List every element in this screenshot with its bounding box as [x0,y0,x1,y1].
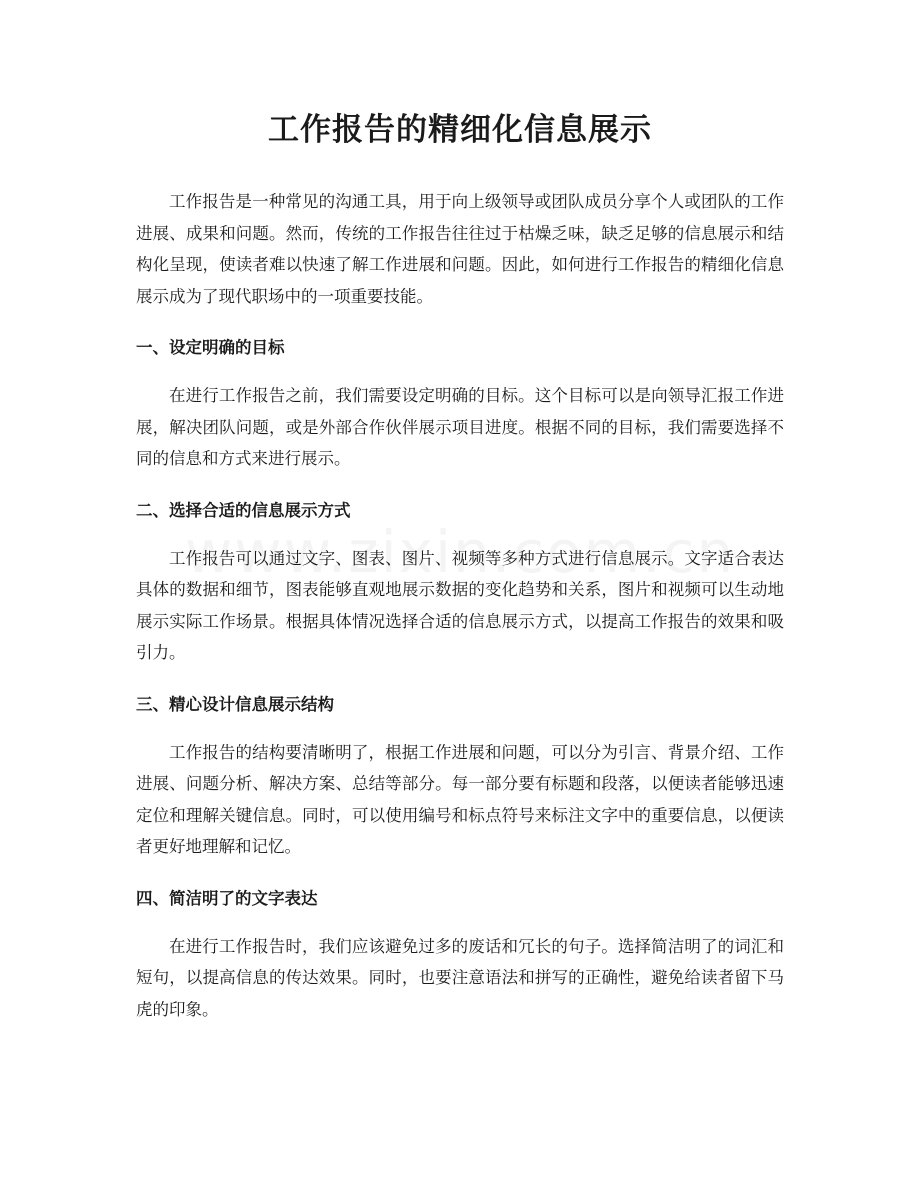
section-structure [136,691,784,863]
section-heading-goal: 一、设定明确的目标 [136,338,285,357]
section-body-goal: 在进行工作报告之前，我们需要设定明确的目标。这个目标可以是向领导汇报工作进展，解决团队问题，或是外部合作伙伴展示项目进度。根据不同的目标，我们需要选择不同的信息和方式来进行展示。 [136,386,784,468]
section-body-concise-writing: 在进行工作报告时，我们应该避免过多的废话和冗长的句子。选择简洁明了的词汇和短句，以提高信息的传达效果。同时，也要注意语法和拼写的正确性，避免给读者留下马虎的印象。 [136,936,784,1019]
section-body-structure: 工作报告的结构要清晰明了，根据工作进展和问题，可以分为引言、背景介绍、工作进展、问题分析、解决方案、总结等部分。每一部分要有标题和段落，以便读者能够迅速定位和理解关键信息。同时，可以使用编号和标点符号来标注文字中的重要信息，以便读者更好地理解和记忆。 [136,742,784,856]
section-goal [136,334,784,475]
section-display-method [136,497,784,669]
document-title: 工作报告的精细化信息展示 [268,112,652,148]
section-heading-display-method: 二、选择合适的信息展示方式 [136,500,351,520]
section-concise-writing [136,885,784,1026]
section-body-display-method: 工作报告可以通过文字、图表、图片、视频等多种方式进行信息展示。文字适合表达具体的数据和细节，图表能够直观地展示数据的变化趋势和关系，图片和视频可以生动地展示实际工作场景。根据具体情况选择合适的信息展示方式，以提高工作报告的效果和吸引力。 [136,548,784,662]
section-heading-structure: 三、精心设计信息展示结构 [136,694,334,714]
section-heading-concise-writing: 四、简洁明了的文字表达 [136,888,318,908]
intro-paragraph: 工作报告是一种常见的沟通工具，用于向上级领导或团队成员分享个人或团队的工作进展、成果和问题。然而，传统的工作报告往往过于枯燥乏味，缺乏足够的信息展示和结构化呈现，使读者难以快速了解工作进展和问题。因此，如何进行工作报告的精细化信息展示成为了现代职场中的一项重要技能。 [136,192,784,306]
